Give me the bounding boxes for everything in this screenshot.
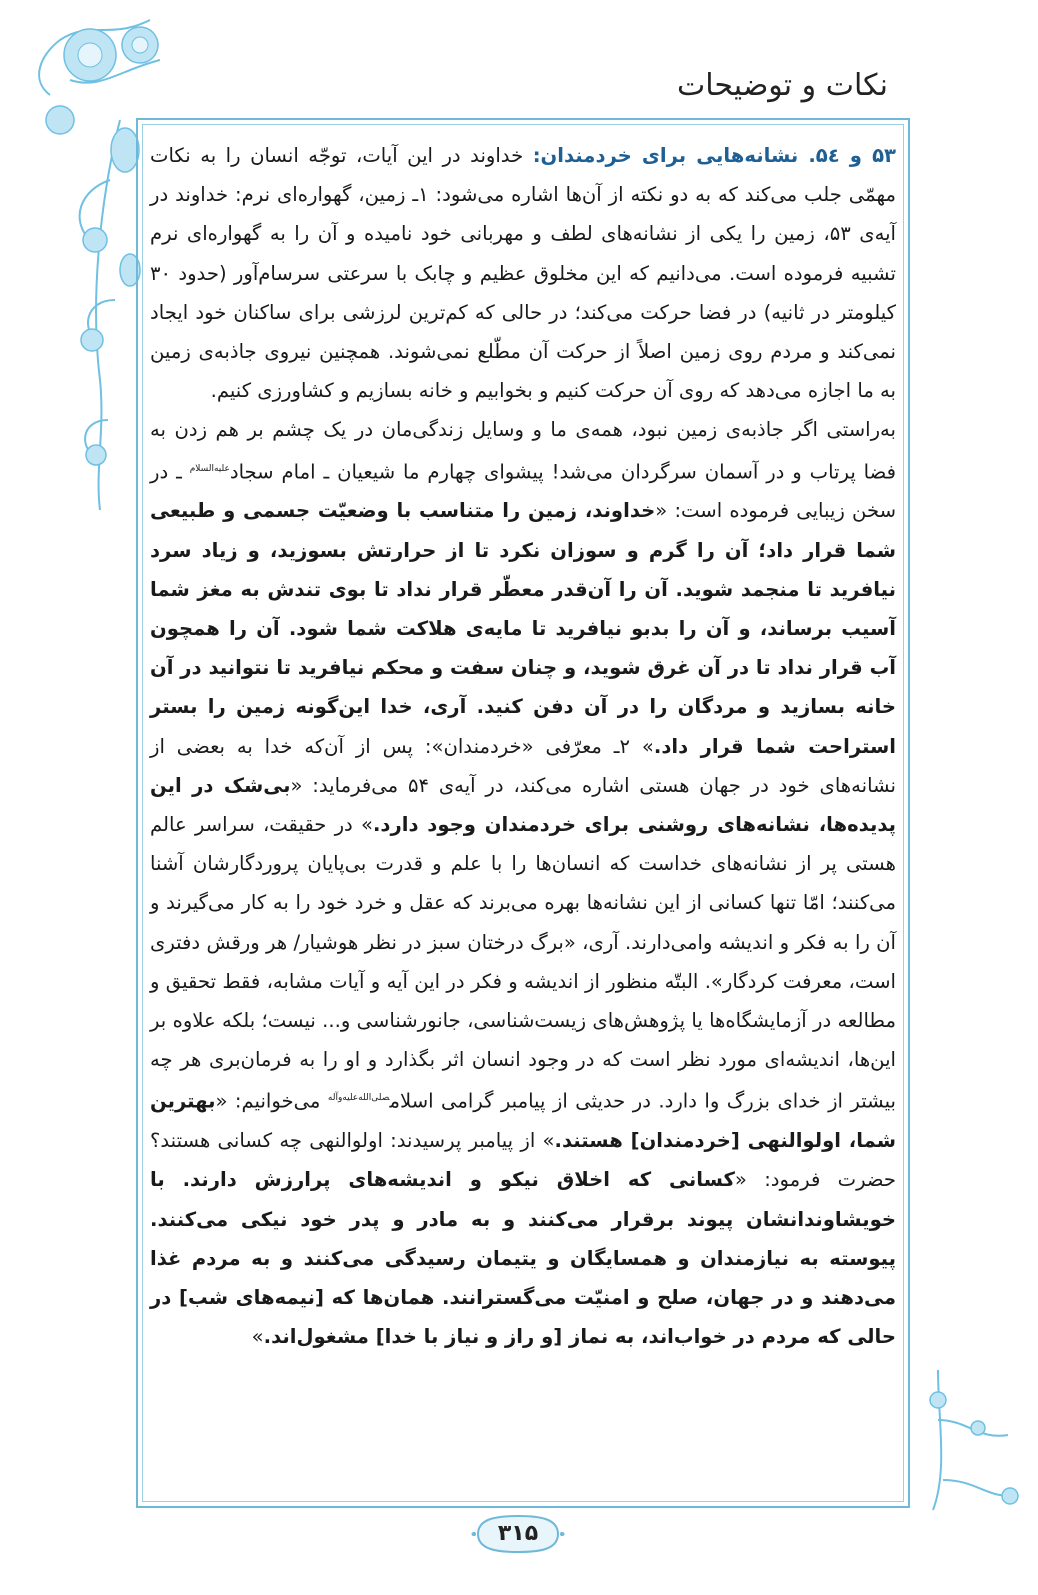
page-number (470, 1512, 566, 1556)
paragraph-heading: ۵۳ و ۵٤. نشانه‌هایی برای خردمندان: (532, 144, 897, 167)
text-run: » از پیامبر پرسیدند: اولوالنهی چه کسانی هستند؟ حضرت فرمود: « (150, 1129, 896, 1192)
quote-prophet: کسانی که اخلاق نیکو و اندیشه‌های پرارزش دارند. با خویشاوندانشان پیوند برقرار می‌کنند و به مادر و پدر خود نیکی می‌کنند. پیوسته به نیازمندان و همسایگان و یتیمان رسیدگی می‌کنند و به مردم غذا می‌دهند و در جهان، صلح و امنیّت می‌گسترانند. همان‌ها که [نیمه‌های شب] در حالی که مردم در خواب‌اند، به نماز [و راز و نیاز با خدا] مشغول‌اند. (150, 1168, 896, 1349)
text-run: » ۲ـ معرّفی «خردمندان»: پس از آن‌که خدا به بعضی از نشانه‌های خود در جهان هستی اشاره می‌کند، در آیه‌ی ۵۴ می‌فرماید: « (150, 734, 896, 797)
paragraph-earth-cradle (150, 136, 896, 410)
quote-imam: خداوند، زمین را متناسب با وضعیّت جسمی و طبیعی شما قرار داد؛ آن را گرم و سوزان نکرد تا از حرارتش بسوزید، و زیاد سرد نیافرید تا منجمد شوید. آن را آن‌قدر معطّر قرار نداد تا بوی تندش به مغز شما آسیب برساند، و آن را بدبو نیافرید تا مایه‌ی هلاکت شما شود. آن را همچون آب قرار نداد تا در آن غرق شوید، و چنان سفت و محکم نیافرید تا نتوانید در آن خانه بسازید و مردگان را در آن دفن کنید. آری، خدا این‌گونه زمین را بستر استراحت شما قرار داد. (150, 499, 897, 758)
text-run: » (251, 1325, 264, 1349)
corner-ornament-icon (918, 1360, 1038, 1520)
section-title: نکات و توضیحات (677, 68, 888, 103)
text-run: ـ در سخن زیبایی فرموده است: « (150, 460, 897, 523)
quote-verse: بی‌شک در این پدیده‌ها، نشانه‌های روشنی برای خردمندان وجود دارد. (150, 773, 896, 836)
body-text (150, 136, 896, 1356)
quote-hadith: بهترین شما، اولوالنهی [خردمندان] هستند. (150, 1089, 896, 1153)
text-run: می‌خوانیم: « (215, 1089, 328, 1113)
page-number-text: ۳۱۵ (497, 1521, 539, 1546)
text-run: » در حقیقت، سراسر عالم هستی پر از نشانه‌های خداست که انسان‌ها را با علم و قدرت بی‌پایان پروردگارشان آشنا می‌کنند؛ امّا تنها کسانی از این نشانه‌ها بهره می‌برند که عقل و خرد خود را به کار می‌گیرند و آن را به فکر و اندیشه وامی‌دارند. آری، «برگ درختان سبز در نظر هوشیار/ هر ورقش دفتری است، معرفت کردگار». البتّه منظور از اندیشه و فکر در این آیه و آیات مشابه، فقط تحقیق و مطالعه در آزمایشگاه‌ها یا پژوهش‌های زیست‌شناسی، جانورشناسی و... نیست؛ بلکه علاوه بر این‌ها، اندیشه‌ای مورد نظر است که در وجود انسان اثر بگذارد و او را به فرمان‌بری هر چه بیشتر از خدای بزرگ وا دارد. در حدیثی از پیامبر گرامی اسلام (150, 812, 896, 1113)
text-run: به‌راستی اگر جاذبه‌ی زمین نبود، همه‌ی ما و وسایل زندگی‌مان در یک چشم بر هم زدن به فضا پرتاب و در آسمان سرگردان می‌شد! پیشوای چهارم ما شیعیان ـ امام سجاد (150, 418, 897, 484)
paragraph-text: خداوند در این آیات، توجّه انسان را به نکات مهمّی جلب می‌کند که به دو نکته از آن‌ها اشاره می‌شود: ۱ـ زمین، گهواره‌ای نرم: خداوند در آیه‌ی ۵۳، زمین را یکی از نشانه‌های لطف و مهربانی خود نامیده و آن را به گهواره‌ای نرم تشبیه فرموده است. می‌دانیم که این مخلوق عظیم و چابک با سرعتی سرسام‌آور (حدود ۳۰ کیلومتر در ثانیه) در فضا حرکت می‌کند؛ در حالی که کم‌ترین لرزشی برای ساکنان خود ایجاد نمی‌کند و مردم روی زمین اصلاً از حرکت آن مطّلع نمی‌شوند. همچنین نیروی جاذبه‌ی زمین به ما اجازه می‌دهد که روی آن حرکت کنیم و بخوابیم و خانه بسازیم و کشاورزی کنیم. (150, 144, 897, 403)
honorific-prophet: صلی‌الله‌علیه‌وآله (327, 1093, 390, 1104)
paragraph-gravity (150, 410, 896, 1356)
honorific-imam: علیه‌السلام (189, 463, 230, 474)
